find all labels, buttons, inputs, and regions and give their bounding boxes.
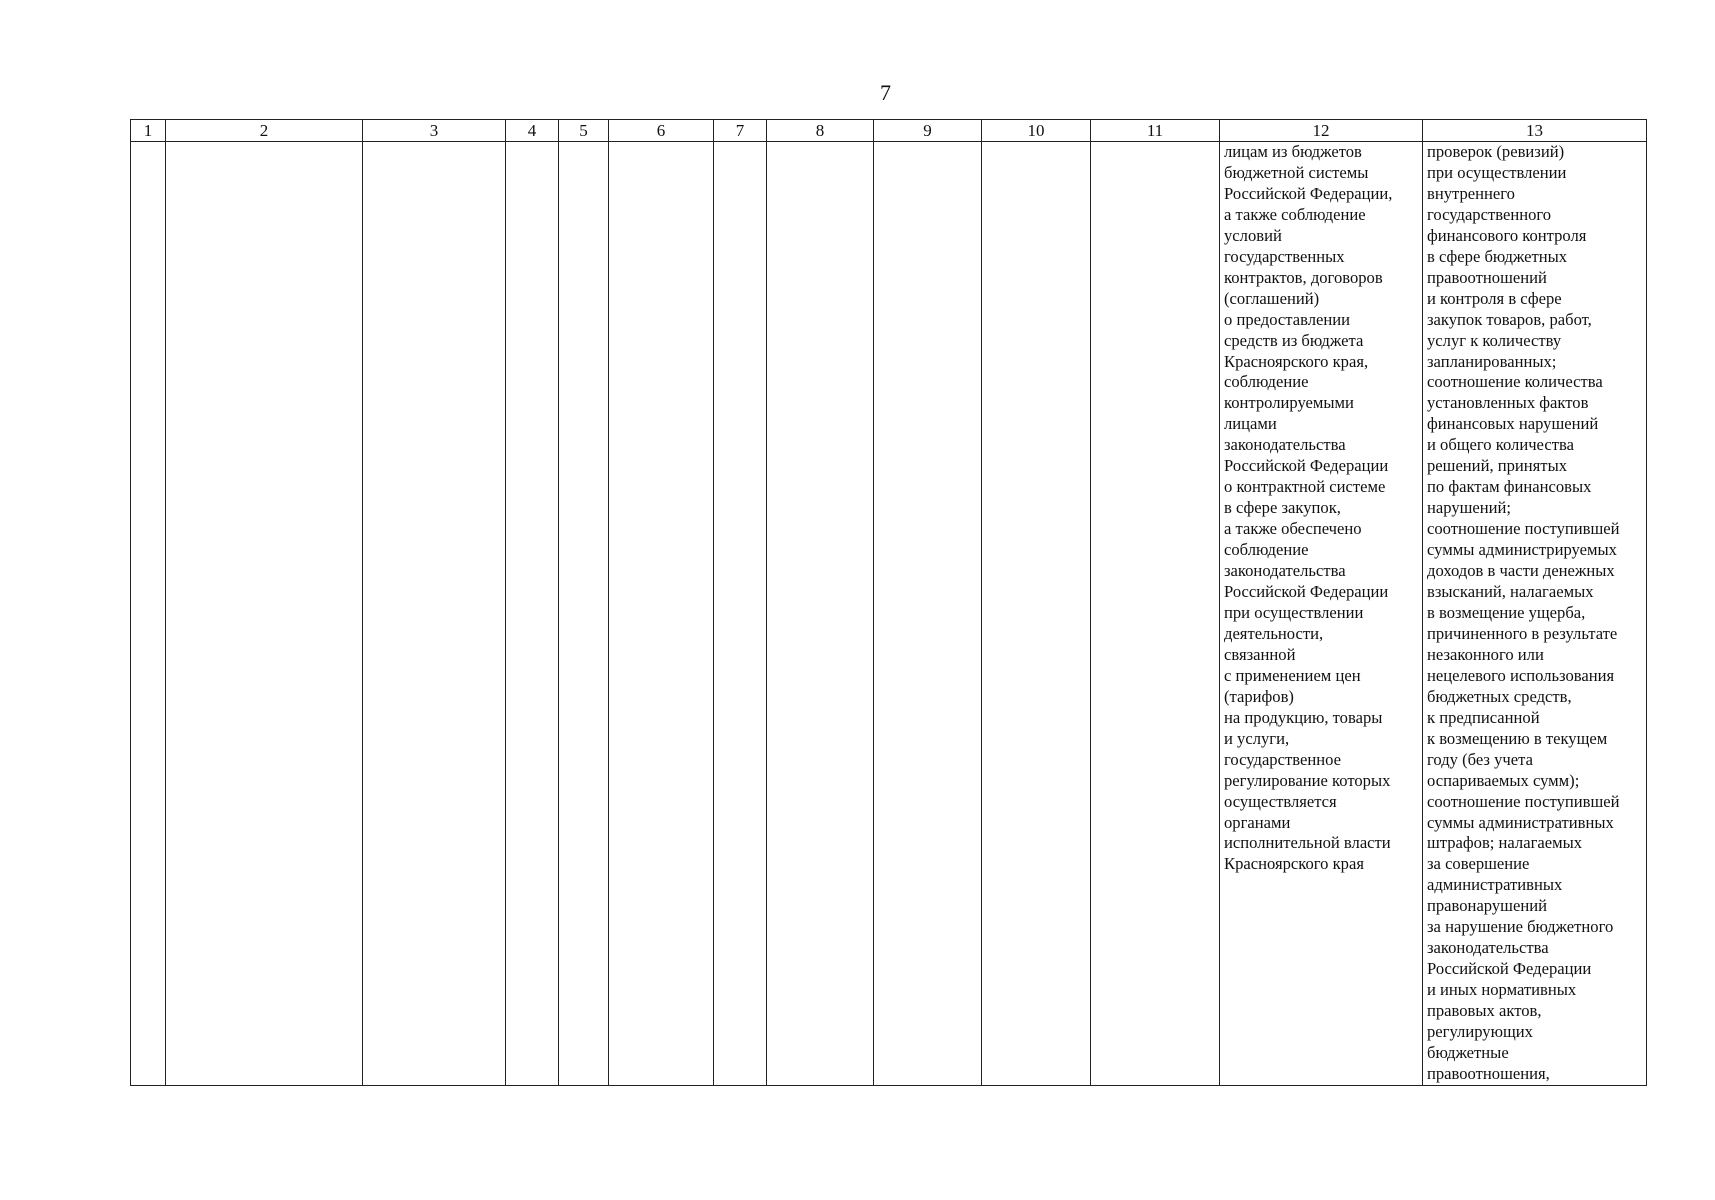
text-line: внутреннего <box>1427 183 1515 203</box>
text-line: (тарифов) <box>1224 686 1294 706</box>
text-line: и услуги, <box>1224 728 1290 748</box>
cell-col-5 <box>559 142 609 1086</box>
text-line: суммы администрируемых <box>1427 540 1617 560</box>
text-line: правоотношения, <box>1427 1063 1550 1083</box>
column-header-7: 7 <box>714 120 767 142</box>
text-line: Российской Федерации, <box>1224 183 1393 203</box>
text-line: Российской Федерации <box>1224 456 1389 476</box>
text-line: финансового контроля <box>1427 225 1587 245</box>
text-line: и общего количества <box>1427 435 1574 455</box>
text-line: Российской Федерации <box>1427 959 1592 979</box>
table-row <box>131 142 1647 1086</box>
text-line: о предоставлении <box>1224 309 1351 329</box>
text-line: исполнительной власти <box>1224 833 1391 853</box>
cell-col-1 <box>131 142 166 1086</box>
column-header-5: 5 <box>559 120 609 142</box>
text-line: в сфере закупок, <box>1224 498 1341 518</box>
text-line: государственного <box>1427 204 1552 224</box>
cell-col-3 <box>363 142 506 1086</box>
column-header-1: 1 <box>131 120 166 142</box>
column-header-4: 4 <box>506 120 559 142</box>
text-line: незаконного или <box>1427 644 1544 664</box>
text-line: финансовых нарушений <box>1427 414 1599 434</box>
text-line: за нарушение бюджетного <box>1427 917 1614 937</box>
text-line: оспариваемых сумм); <box>1427 770 1580 790</box>
cell-col-4 <box>506 142 559 1086</box>
cell-col-8 <box>767 142 874 1086</box>
text-line: в возмещение ущерба, <box>1427 602 1586 622</box>
column-header-8: 8 <box>767 120 874 142</box>
cell-col-2 <box>166 142 363 1086</box>
text-line: соотношение поступившей <box>1427 791 1620 811</box>
text-line: Красноярского края <box>1224 854 1364 874</box>
cell-col-12 <box>1220 142 1423 1086</box>
column-header-13: 13 <box>1423 120 1647 142</box>
page-number: 7 <box>880 80 891 105</box>
text-line: условий <box>1224 225 1282 245</box>
text-line: к предписанной <box>1427 707 1540 727</box>
column-header-10: 10 <box>982 120 1091 142</box>
text-line: суммы административных <box>1427 812 1614 832</box>
text-line: регулирование которых <box>1224 770 1391 790</box>
text-line: лицами <box>1224 414 1277 434</box>
text-line: бюджетной системы <box>1224 162 1369 182</box>
text-line: соотношение количества <box>1427 372 1603 392</box>
text-line: связанной <box>1224 644 1296 664</box>
text-line: а также обеспечено <box>1224 519 1362 539</box>
text-line: при осуществлении <box>1224 602 1364 622</box>
text-line: Российской Федерации <box>1224 582 1389 602</box>
text-line: правоотношений <box>1427 267 1547 287</box>
text-line: контролируемыми <box>1224 393 1354 413</box>
column-header-3: 3 <box>363 120 506 142</box>
text-line: на продукцию, товары <box>1224 707 1383 727</box>
text-line: законодательства <box>1224 435 1346 455</box>
text-line: услуг к количеству <box>1427 330 1562 350</box>
text-line: бюджетные <box>1427 1042 1509 1062</box>
text-line: Красноярского края, <box>1224 351 1369 371</box>
text-line: бюджетных средств, <box>1427 686 1572 706</box>
column-header-9: 9 <box>874 120 982 142</box>
cell-col-9 <box>874 142 982 1086</box>
text-line: при осуществлении <box>1427 162 1567 182</box>
text-line: органами <box>1224 812 1291 832</box>
text-line: штрафов; налагаемых <box>1427 833 1583 853</box>
text-line: а также соблюдение <box>1224 204 1366 224</box>
text-line: нецелевого использования <box>1427 665 1615 685</box>
text-line: в сфере бюджетных <box>1427 246 1568 266</box>
text-line: административных <box>1427 875 1563 895</box>
text-line: законодательства <box>1427 938 1549 958</box>
column-header-2: 2 <box>166 120 363 142</box>
text-line: нарушений; <box>1427 498 1512 518</box>
text-line: законодательства <box>1224 561 1346 581</box>
text-line: по фактам финансовых <box>1427 477 1592 497</box>
text-line: государственных <box>1224 246 1345 266</box>
text-line: государственное <box>1224 749 1341 769</box>
cell-col-10 <box>982 142 1091 1086</box>
header-row <box>131 120 1647 142</box>
text-line: установленных фактов <box>1427 393 1589 413</box>
text-line: правовых актов, <box>1427 1001 1542 1021</box>
text-line: проверок (ревизий) <box>1427 142 1565 161</box>
text-line: доходов в части денежных <box>1427 561 1615 581</box>
text-line: и контроля в сфере <box>1427 288 1562 308</box>
text-line: регулирующих <box>1427 1022 1533 1042</box>
cell-col-7 <box>714 142 767 1086</box>
text-line: контрактов, договоров <box>1224 267 1383 287</box>
cell-col-11 <box>1091 142 1220 1086</box>
column-header-6: 6 <box>609 120 714 142</box>
text-line: году (без учета <box>1427 749 1533 769</box>
text-line: (соглашений) <box>1224 288 1320 308</box>
text-line: соотношение поступившей <box>1427 519 1620 539</box>
text-line: причиненного в результате <box>1427 623 1618 643</box>
text-line: к возмещению в текущем <box>1427 728 1608 748</box>
text-line: лицам из бюджетов <box>1224 142 1362 161</box>
text-line: о контрактной системе <box>1224 477 1386 497</box>
text-line: средств из бюджета <box>1224 330 1364 350</box>
cell-col-6 <box>609 142 714 1086</box>
text-line: соблюдение <box>1224 372 1309 392</box>
text-line: закупок товаров, работ, <box>1427 309 1592 329</box>
text-line: соблюдение <box>1224 540 1309 560</box>
text-line: решений, принятых <box>1427 456 1568 476</box>
column-header-11: 11 <box>1091 120 1220 142</box>
text-line: и иных нормативных <box>1427 980 1577 1000</box>
cell-col-13 <box>1423 142 1647 1086</box>
text-line: осуществляется <box>1224 791 1337 811</box>
text-line: правонарушений <box>1427 896 1547 916</box>
column-header-12: 12 <box>1220 120 1423 142</box>
document-table <box>130 119 1647 1086</box>
text-line: взысканий, налагаемых <box>1427 582 1594 602</box>
text-line: за совершение <box>1427 854 1530 874</box>
text-line: с применением цен <box>1224 665 1361 685</box>
text-line: деятельности, <box>1224 623 1324 643</box>
text-line: запланированных; <box>1427 351 1557 371</box>
